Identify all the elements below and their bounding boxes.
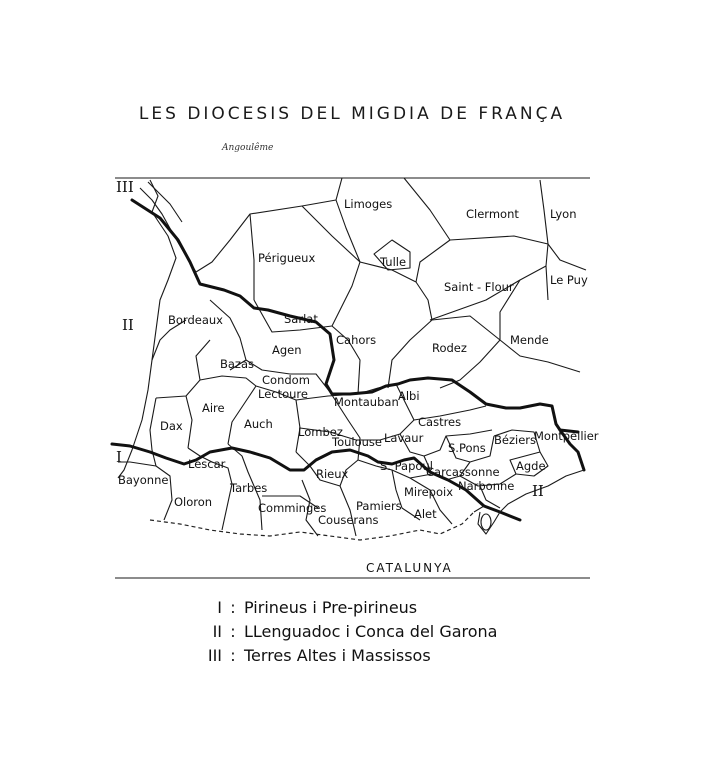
legend-num: II [212,622,222,641]
label-rieux: Rieux [316,467,349,481]
label-bazas: Bazas [220,357,255,371]
handwritten-annotation: Angoulême [222,143,274,153]
legend-num: III [207,646,222,665]
label-sarlat: Sarlat [284,312,318,326]
label-mirepoix: Mirepoix [404,485,454,499]
label-dax: Dax [160,419,183,433]
label-agen: Agen [272,343,302,357]
zone-label-ii-west: II [122,316,134,334]
label-lescar: Lescar [188,457,226,471]
legend-row [184,644,497,668]
legend-text: LLenguadoc i Conca del Garona [244,622,498,641]
legend-sep: : [230,646,236,665]
label-albi: Albi [398,389,420,403]
label-tulle: Tulle [380,255,407,269]
label-beziers: Béziers [494,433,536,447]
label-saint-flour: Saint - Flour [444,280,514,294]
label-alet: Alet [414,507,437,521]
label-lavaur: Lavaur [384,431,424,445]
label-catalunya: CATALUNYA [366,561,453,575]
label-oloron: Oloron [174,495,213,509]
label-couserans: Couserans [318,513,379,527]
legend-text: Terres Altes i Massissos [244,646,431,665]
label-narbonne: Narbonne [458,479,515,493]
label-auch: Auch [244,417,273,431]
legend-num: I [217,598,222,617]
legend [184,596,497,668]
label-bayonne: Bayonne [118,473,169,487]
label-tarbes: Tarbes [230,481,268,495]
label-montpellier: Montpellier [534,429,599,443]
legend-row [184,620,497,644]
label-pamiers: Pamiers [356,499,402,513]
label-s-papoul: S. Papoul [380,459,433,473]
map-title: LES DIOCESIS DEL MIGDIA DE FRANÇA [138,104,566,124]
etang-lake [481,514,491,530]
label-cahors: Cahors [336,333,377,347]
label-lombez: Lombez [298,425,343,439]
label-condom: Condom [262,373,310,387]
legend-row [184,596,497,620]
label-s-pons: S.Pons [448,441,486,455]
label-aire: Aire [202,401,225,415]
label-clermont: Clermont [466,207,519,221]
zone-label-ii-east: II [532,482,544,500]
label-rodez: Rodez [432,341,467,355]
diocese-labels [118,197,599,527]
label-lyon: Lyon [550,207,577,221]
zone-label-i: I [116,448,122,466]
label-montauban: Montauban [334,395,399,409]
label-perigueux: Périgueux [258,251,316,265]
diocese-boundaries [118,178,586,536]
label-le-puy: Le Puy [550,273,588,287]
zone-label-iii: III [116,178,134,196]
label-carcassonne: Carcassonne [426,465,500,479]
label-limoges: Limoges [344,197,393,211]
legend-sep: : [230,622,236,641]
label-toulouse: Toulouse [332,435,382,449]
label-mende: Mende [510,333,549,347]
legend-text: Pirineus i Pre-pirineus [244,598,418,617]
label-bordeaux: Bordeaux [168,313,223,327]
label-agde: Agde [516,459,546,473]
label-castres: Castres [418,415,462,429]
label-comminges: Comminges [258,501,327,515]
legend-sep: : [230,598,236,617]
label-lectoure: Lectoure [258,387,308,401]
